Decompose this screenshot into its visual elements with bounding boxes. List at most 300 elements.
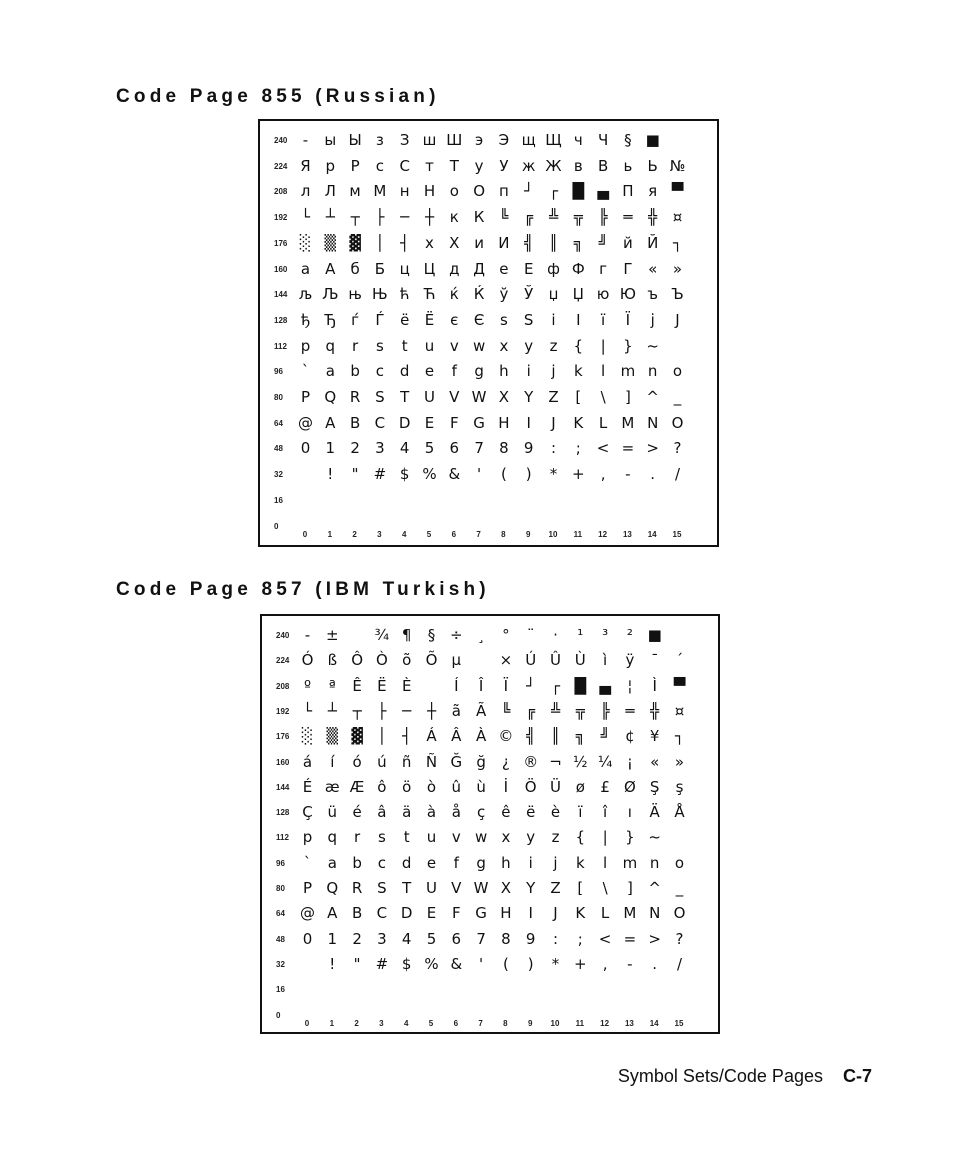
- char-cell: T: [400, 388, 410, 406]
- char-cell: Q: [324, 388, 337, 406]
- char-cell: N: [649, 904, 661, 923]
- char-cell: Û: [550, 651, 561, 670]
- section-heading-cp855: Code Page 855 (Russian): [116, 86, 440, 107]
- char-cell: ~: [648, 828, 661, 847]
- char-cell: f: [451, 362, 457, 381]
- char-cell: ã: [451, 701, 461, 720]
- char-cell: .: [652, 954, 658, 973]
- char-cell: ]: [626, 879, 633, 897]
- char-cell: µ: [451, 651, 462, 670]
- char-cell: т: [425, 156, 434, 175]
- char-cell: Ы: [348, 131, 362, 149]
- char-cell: н: [399, 182, 410, 201]
- char-cell: -: [627, 954, 633, 973]
- char-cell: u: [424, 336, 435, 355]
- column-label: 7: [476, 530, 481, 539]
- char-cell: ѓ: [351, 310, 360, 329]
- char-cell: █: [572, 182, 585, 201]
- char-cell: э: [474, 131, 484, 149]
- char-cell: п: [498, 182, 509, 201]
- char-cell: é: [352, 803, 362, 822]
- char-cell: Ї: [625, 310, 631, 329]
- char-cell: ┘: [524, 182, 534, 201]
- char-cell: Ѕ: [523, 310, 534, 329]
- char-cell: К: [473, 208, 485, 227]
- char-cell: х: [425, 233, 434, 252]
- row-label: 32: [276, 959, 285, 969]
- char-cell: i: [528, 853, 533, 872]
- char-cell: 0: [300, 439, 311, 458]
- char-cell: │: [377, 727, 387, 746]
- char-cell: ¨: [526, 626, 535, 644]
- char-cell: Z: [550, 879, 561, 897]
- char-cell: Ğ: [450, 752, 463, 771]
- column-label: 3: [377, 530, 382, 539]
- row-label: 0: [274, 521, 279, 531]
- row-label: 16: [274, 495, 283, 505]
- char-cell: ±: [326, 626, 339, 644]
- char-cell: у: [474, 156, 484, 175]
- char-cell: è: [550, 803, 561, 822]
- char-cell: ¶: [401, 626, 412, 644]
- char-cell: Ј: [675, 310, 680, 329]
- char-cell: ї: [601, 310, 606, 329]
- char-cell: ъ: [647, 285, 658, 304]
- char-cell: ½: [573, 752, 588, 771]
- char-cell: {: [573, 336, 584, 355]
- char-cell: ò: [426, 777, 437, 796]
- row-label: 16: [276, 985, 285, 995]
- char-cell: Æ: [349, 777, 365, 796]
- char-cell: 5: [426, 929, 437, 948]
- char-cell: ф: [547, 259, 560, 278]
- column-label: 6: [453, 1019, 459, 1028]
- char-cell: а: [300, 259, 311, 278]
- char-cell: _: [673, 388, 682, 406]
- char-cell: r: [352, 336, 359, 355]
- char-cell: ▒: [326, 727, 339, 746]
- char-cell: R: [351, 879, 363, 897]
- char-cell: 3: [375, 439, 385, 458]
- char-cell: Õ: [425, 651, 438, 670]
- char-cell: õ: [402, 651, 412, 670]
- char-cell: $: [399, 465, 410, 484]
- char-cell: &: [450, 954, 463, 973]
- char-cell: Ø: [623, 777, 636, 796]
- char-cell: g: [474, 362, 484, 381]
- char-cell: ┌: [548, 182, 559, 201]
- char-cell: ª: [328, 676, 336, 695]
- char-cell: ░: [301, 727, 314, 746]
- char-cell: №: [669, 156, 686, 175]
- char-cell: л: [300, 182, 311, 201]
- char-cell: y: [526, 828, 536, 847]
- char-cell: e: [426, 853, 437, 872]
- char-cell: X: [500, 879, 512, 897]
- char-cell: à: [426, 803, 437, 822]
- char-cell: Й: [647, 233, 659, 252]
- char-cell: ћ: [399, 285, 410, 304]
- char-cell: ,: [600, 465, 606, 484]
- char-cell: ': [479, 954, 484, 973]
- char-cell: ¾: [374, 626, 390, 644]
- char-cell: Ó: [301, 651, 314, 670]
- char-cell: û: [451, 777, 462, 796]
- column-label: 15: [674, 1019, 684, 1028]
- row-label: 208: [276, 681, 290, 691]
- char-cell: ц: [399, 259, 410, 278]
- char-cell: J: [553, 904, 558, 923]
- char-cell: £: [600, 777, 610, 796]
- char-cell: Ç: [302, 803, 313, 822]
- char-cell: X: [498, 388, 510, 406]
- char-cell: ú: [377, 752, 387, 771]
- char-cell: a: [327, 853, 337, 872]
- char-cell: Á: [426, 727, 437, 746]
- char-cell: æ: [324, 777, 340, 796]
- row-label: 128: [276, 808, 290, 818]
- char-cell: ў: [499, 285, 509, 304]
- char-cell: b: [352, 853, 362, 872]
- char-cell: ▓: [351, 727, 363, 746]
- char-cell: /: [674, 465, 681, 484]
- char-cell: n: [649, 853, 660, 872]
- char-cell: ¿: [501, 752, 510, 771]
- char-cell: ╦: [575, 701, 585, 720]
- char-cell: А: [325, 259, 336, 278]
- char-cell: %: [424, 954, 439, 973]
- page-footer: [618, 1066, 872, 1087]
- char-cell: ├: [377, 701, 387, 720]
- char-cell: ╗: [575, 727, 585, 746]
- char-cell: ¦: [627, 676, 633, 695]
- char-cell: ®: [523, 752, 539, 771]
- column-label: 14: [649, 1019, 659, 1028]
- char-cell: ù: [476, 777, 486, 796]
- char-cell: C: [374, 413, 386, 432]
- char-cell: ¬: [549, 752, 562, 771]
- char-cell: «: [650, 752, 660, 771]
- char-cell: Љ: [322, 285, 339, 304]
- row-label: 224: [274, 161, 288, 171]
- char-cell: ■: [647, 626, 662, 644]
- char-cell: ░: [299, 233, 312, 252]
- char-cell: В: [597, 156, 609, 175]
- row-label: 128: [274, 315, 288, 325]
- char-cell: Ü: [550, 777, 561, 796]
- char-cell: 1: [327, 929, 338, 948]
- char-cell: |: [602, 828, 608, 847]
- char-cell: ж: [521, 156, 536, 175]
- char-cell: +: [574, 954, 587, 973]
- column-label: 10: [550, 1019, 560, 1028]
- char-cell: \: [600, 388, 606, 406]
- char-cell: x: [501, 828, 511, 847]
- char-cell: ³: [602, 626, 609, 644]
- char-cell: ╩: [548, 208, 559, 227]
- char-cell: ▀: [671, 182, 684, 201]
- char-cell: ): [527, 954, 534, 973]
- char-cell: е: [499, 259, 509, 278]
- char-cell: Ñ: [425, 752, 438, 771]
- char-cell: ñ: [401, 752, 412, 771]
- column-label: 8: [503, 1019, 508, 1028]
- char-cell: H: [500, 904, 512, 923]
- char-cell: z: [551, 828, 560, 847]
- char-cell: 3: [377, 929, 387, 948]
- char-cell: %: [422, 465, 437, 484]
- char-cell: Z: [548, 388, 559, 406]
- char-cell: i: [526, 362, 531, 381]
- char-cell: ¤: [674, 701, 685, 720]
- char-cell: z: [549, 336, 558, 355]
- char-cell: Є: [473, 310, 485, 329]
- char-cell: ø: [575, 777, 585, 796]
- char-cell: ¹: [577, 626, 584, 644]
- char-cell: ~: [646, 336, 659, 355]
- char-cell: V: [449, 388, 460, 406]
- char-cell: ê: [501, 803, 511, 822]
- char-cell: щ: [521, 131, 536, 149]
- char-cell: ¥: [649, 727, 660, 746]
- char-cell: R: [349, 388, 361, 406]
- char-cell: (: [500, 465, 507, 484]
- char-cell: ¢: [625, 727, 635, 746]
- char-cell: ╝: [598, 233, 608, 252]
- char-cell: U: [424, 388, 435, 406]
- char-cell: 8: [499, 439, 509, 458]
- column-label: 1: [329, 1019, 335, 1028]
- column-label: 0: [302, 530, 308, 539]
- char-cell: m: [620, 362, 636, 381]
- row-label: 112: [274, 341, 287, 351]
- char-cell: H: [498, 413, 510, 432]
- char-cell: ќ: [449, 285, 459, 304]
- char-cell: K: [575, 904, 586, 923]
- char-cell: ╔: [524, 208, 534, 227]
- char-cell: њ: [348, 285, 362, 304]
- char-cell: T: [402, 879, 412, 897]
- char-cell: 4: [401, 929, 412, 948]
- char-cell: |: [600, 336, 606, 355]
- char-cell: ë: [526, 803, 536, 822]
- char-cell: Г: [623, 259, 633, 278]
- row-label: 64: [274, 418, 283, 428]
- char-cell: p: [300, 336, 311, 355]
- row-label: 208: [274, 187, 288, 197]
- char-cell: c: [375, 362, 385, 381]
- char-cell: u: [426, 828, 437, 847]
- char-cell: *: [551, 954, 560, 973]
- char-cell: t: [401, 336, 408, 355]
- char-cell: љ: [298, 285, 313, 304]
- char-cell: á: [302, 752, 313, 771]
- char-cell: ┌: [550, 676, 561, 695]
- char-cell: N: [647, 413, 659, 432]
- char-cell: ó: [352, 752, 362, 771]
- char-cell: ÿ: [625, 651, 635, 670]
- char-cell: h: [501, 853, 511, 872]
- char-cell: Н: [423, 182, 436, 201]
- char-cell: ?: [675, 929, 684, 948]
- char-cell: 5: [424, 439, 435, 458]
- char-cell: e: [424, 362, 435, 381]
- char-cell: K: [573, 413, 584, 432]
- char-cell: â: [377, 803, 387, 822]
- row-label: 192: [276, 706, 290, 716]
- char-cell: l: [601, 362, 606, 381]
- row-label: 160: [274, 264, 288, 274]
- char-cell: Ô: [351, 651, 363, 670]
- char-cell: #: [375, 954, 389, 973]
- char-cell: ğ: [476, 752, 486, 771]
- char-cell: ь: [623, 156, 633, 175]
- column-label: 10: [548, 530, 558, 539]
- row-label: 240: [274, 136, 288, 145]
- char-cell: ╠: [598, 208, 608, 227]
- char-cell: ј: [650, 310, 655, 329]
- row-label: 224: [276, 656, 290, 666]
- char-cell: v: [449, 336, 459, 355]
- char-cell: P: [300, 388, 311, 406]
- char-cell: F: [451, 904, 461, 923]
- char-cell: S: [377, 879, 387, 897]
- code-page-857-table: [260, 614, 720, 1034]
- char-cell: o: [672, 362, 683, 381]
- char-cell: ì: [603, 651, 608, 670]
- char-cell: 7: [474, 439, 484, 458]
- column-label: 14: [647, 530, 657, 539]
- char-cell: ×: [499, 651, 513, 670]
- char-cell: 1: [325, 439, 336, 458]
- char-cell: ╣: [526, 727, 536, 746]
- char-cell: }: [623, 336, 633, 355]
- char-cell: І: [576, 310, 581, 329]
- char-cell: ╣: [524, 233, 534, 252]
- char-cell: ы: [324, 131, 337, 149]
- row-label: 0: [276, 1010, 281, 1020]
- char-cell: ö: [402, 777, 412, 796]
- char-cell: █: [574, 676, 587, 695]
- char-cell: ï: [578, 803, 583, 822]
- char-cell: »: [674, 752, 685, 771]
- column-label: 13: [622, 530, 632, 539]
- char-cell: Î: [478, 676, 484, 695]
- char-cell: {: [575, 828, 586, 847]
- char-cell: У: [499, 156, 509, 175]
- char-cell: }: [625, 828, 635, 847]
- char-cell: ©: [498, 727, 514, 746]
- row-label: 144: [274, 290, 288, 300]
- char-cell: !: [327, 465, 334, 484]
- char-cell: ¤: [672, 208, 683, 227]
- char-cell: *: [549, 465, 558, 484]
- char-cell: í: [330, 752, 335, 771]
- char-cell: Ï: [503, 676, 509, 695]
- char-cell: /: [676, 954, 683, 973]
- char-cell: Ö: [524, 777, 537, 796]
- char-cell: G: [475, 904, 487, 923]
- char-cell: !: [329, 954, 336, 973]
- column-label: 9: [525, 530, 531, 539]
- char-cell: y: [524, 336, 534, 355]
- char-cell: I: [526, 413, 531, 432]
- char-cell: М: [373, 182, 387, 201]
- char-cell: м: [349, 182, 361, 201]
- char-cell: -: [302, 131, 309, 149]
- char-cell: Y: [526, 879, 536, 897]
- char-cell: s: [375, 336, 384, 355]
- char-cell: ▓: [349, 233, 361, 252]
- column-label: 1: [327, 530, 333, 539]
- char-cell: С: [399, 156, 410, 175]
- char-cell: ═: [623, 208, 633, 227]
- char-cell: >: [648, 929, 661, 948]
- row-label: 176: [274, 238, 288, 248]
- char-cell: ▀: [673, 676, 686, 695]
- char-cell: ÷: [450, 626, 463, 644]
- char-cell: д: [449, 259, 460, 278]
- char-cell: M: [621, 413, 635, 432]
- char-cell: I: [528, 904, 533, 923]
- char-cell: И: [498, 233, 510, 252]
- char-cell: ђ: [300, 310, 311, 329]
- char-cell: с: [375, 156, 385, 175]
- row-label: 80: [276, 884, 285, 893]
- char-cell: <: [598, 929, 612, 948]
- char-cell: 0: [302, 929, 313, 948]
- char-cell: [: [577, 879, 584, 897]
- column-label: 2: [352, 530, 357, 539]
- char-cell: ┴: [327, 701, 337, 720]
- char-cell: 2: [350, 439, 360, 458]
- column-label: 13: [624, 1019, 634, 1028]
- char-cell: t: [403, 828, 410, 847]
- char-cell: и: [474, 233, 484, 252]
- char-cell: ╗: [573, 233, 583, 252]
- char-cell: Ь: [647, 156, 658, 175]
- char-cell: ─: [402, 701, 412, 720]
- char-cell: 7: [476, 929, 486, 948]
- char-cell: =: [623, 929, 637, 948]
- char-cell: ┐: [674, 727, 685, 746]
- column-label: 4: [403, 1019, 409, 1028]
- char-cell: #: [373, 465, 387, 484]
- char-cell: F: [449, 413, 459, 432]
- column-label: 11: [573, 530, 583, 539]
- char-cell: q: [325, 336, 336, 355]
- char-cell: U: [426, 879, 437, 897]
- char-cell: P: [302, 879, 313, 897]
- column-label: 9: [527, 1019, 533, 1028]
- char-cell: Ş: [649, 777, 660, 796]
- char-cell: ю: [596, 285, 610, 304]
- row-label: 48: [274, 444, 283, 454]
- char-cell: d: [401, 853, 412, 872]
- row-label: 240: [276, 631, 290, 640]
- char-cell: İ: [503, 777, 509, 796]
- char-cell: Y: [524, 388, 534, 406]
- char-cell: J: [551, 413, 556, 432]
- char-cell: П: [622, 182, 634, 201]
- char-cell: å: [451, 803, 461, 822]
- char-cell: ┘: [526, 676, 536, 695]
- char-cell: ]: [624, 388, 631, 406]
- char-cell: h: [499, 362, 509, 381]
- char-cell: Ў: [524, 285, 534, 304]
- char-cell: c: [377, 853, 387, 872]
- char-cell: ç: [476, 803, 486, 822]
